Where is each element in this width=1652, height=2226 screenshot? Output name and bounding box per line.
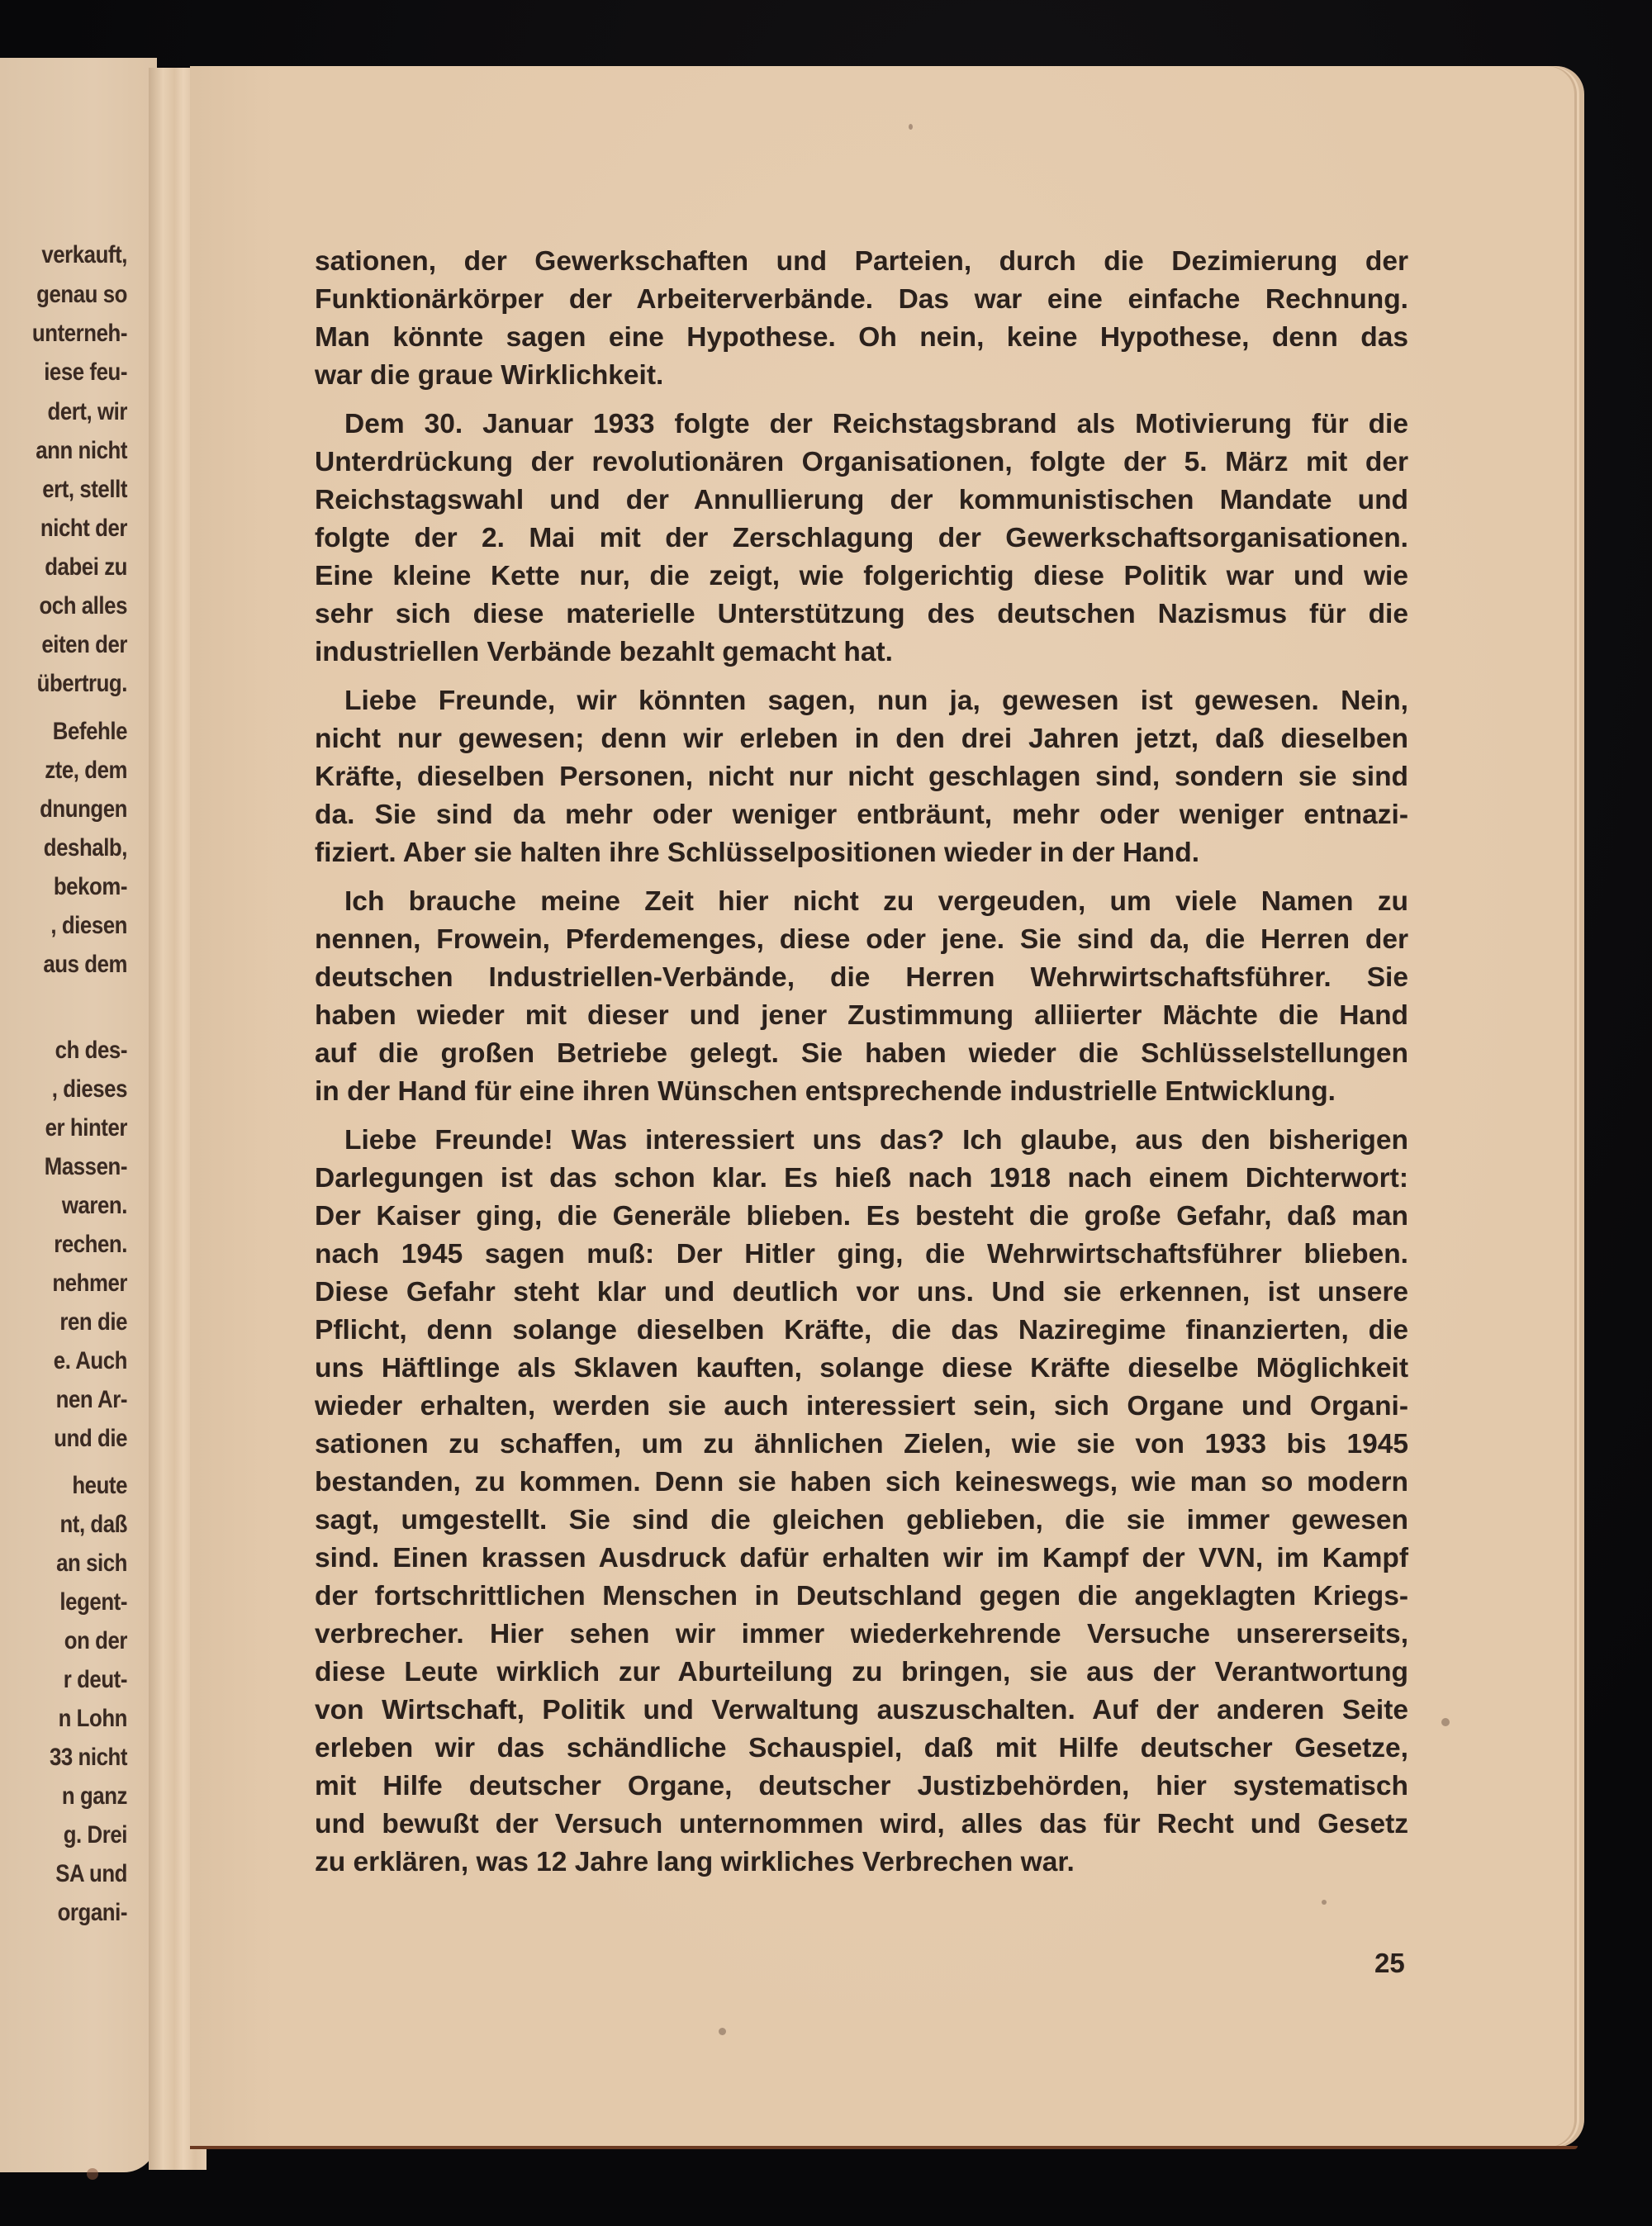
text-line: nennen, Frowein, Pferdemenges, diese oder jene. Sie sind da, die Herren der	[315, 924, 1408, 955]
left-page-line: genau so	[36, 281, 127, 308]
main-text-column	[315, 243, 1408, 1892]
text-line: Ich brauche meine Zeit hier nicht zu vergeuden, um viele Namen zu	[344, 886, 1408, 917]
text-line: sind. Einen krassen Ausdruck dafür erhalten wir im Kampf der VVN, im Kampf	[315, 1543, 1408, 1573]
text-line: diese Leute wirklich zur Aburteilung zu bringen, sie aus der Verantwortung	[315, 1657, 1408, 1687]
text-line: Unterdrückung der revolutionären Organisationen, folgte der 5. März mit der	[315, 447, 1408, 477]
text-line: war die graue Wirklichkeit.	[315, 360, 664, 391]
left-page-line: on der	[64, 1627, 127, 1654]
paper-speck	[1322, 1900, 1327, 1905]
text-line: folgte der 2. Mai mit der Zerschlagung der Gewerkschaftsorganisationen.	[315, 523, 1408, 553]
left-page-line: ann nicht	[36, 437, 127, 464]
left-page-line: och alles	[39, 592, 127, 619]
text-line: sationen, der Gewerkschaften und Parteien, durch die Dezimierung der	[315, 246, 1408, 277]
text-line: Liebe Freunde, wir könnten sagen, nun ja, gewesen ist gewesen. Nein,	[344, 686, 1408, 716]
left-page-line: zte, dem	[45, 757, 127, 784]
text-line: zu erklären, was 12 Jahre lang wirkliches Verbrechen war.	[315, 1847, 1075, 1877]
text-line: und bewußt der Versuch unternommen wird, alles das für Recht und Gesetz	[315, 1809, 1408, 1839]
text-line: in der Hand für eine ihren Wünschen entsprechende industrielle Entwicklung.	[315, 1076, 1336, 1107]
page-bottom-edge	[190, 2146, 1578, 2149]
left-page-line: nt, daß	[59, 1511, 127, 1538]
left-page-line: an sich	[56, 1550, 127, 1577]
left-page-line: nicht der	[40, 515, 127, 542]
text-line: Man könnte sagen eine Hypothese. Oh nein, keine Hypothese, denn das	[315, 322, 1408, 353]
left-page-line: ert, stellt	[42, 476, 127, 503]
paper-speck	[909, 124, 913, 130]
text-line: Liebe Freunde! Was interessiert uns das? Ich glaube, aus den bisherigen	[344, 1125, 1408, 1156]
text-line: Diese Gefahr steht klar und deutlich vor uns. Und sie erkennen, ist unsere	[315, 1277, 1408, 1308]
text-line: sehr sich diese materielle Unterstützung des deutschen Nazismus für die	[315, 599, 1408, 629]
text-line: wieder erhalten, werden sie auch interessiert sein, sich Organe und Organi-	[315, 1391, 1408, 1422]
paragraph	[315, 682, 1408, 872]
text-line: verbrecher. Hier sehen wir immer wiederkehrende Versuche unsererseits,	[315, 1619, 1408, 1649]
left-page-line: g. Drei	[63, 1821, 127, 1849]
left-page-line: e. Auch	[53, 1347, 127, 1374]
paper-speck	[87, 2168, 98, 2180]
text-line: fiziert. Aber sie halten ihre Schlüsselpositionen wieder in der Hand.	[315, 838, 1200, 868]
left-page-line: , diesen	[50, 912, 127, 939]
left-page-line: r deut-	[63, 1666, 127, 1693]
text-line: nicht nur gewesen; denn wir erleben in den drei Jahren jetzt, daß dieselben	[315, 724, 1408, 754]
text-line: mit Hilfe deutscher Organe, deutscher Justizbehörden, hier systematisch	[315, 1771, 1408, 1801]
left-page-line: bekom-	[53, 873, 127, 900]
left-page-fragment	[0, 58, 157, 2172]
left-page-line: und die	[54, 1425, 127, 1452]
left-page-line: Massen-	[44, 1153, 127, 1180]
paper-speck	[719, 2028, 726, 2035]
left-page-line: n ganz	[61, 1782, 127, 1810]
paragraph	[315, 406, 1408, 672]
text-line: deutschen Industriellen-Verbände, die Herren Wehrwirtschaftsführer. Sie	[315, 962, 1408, 993]
text-line: Reichstagswahl und der Annullierung der kommunistischen Mandate und	[315, 485, 1408, 515]
text-line: Eine kleine Kette nur, die zeigt, wie folgerichtig diese Politik war und wie	[315, 561, 1408, 591]
left-page-line: verkauft,	[41, 241, 127, 268]
text-line: auf die großen Betriebe gelegt. Sie haben wieder die Schlüsselstellungen	[315, 1038, 1408, 1069]
paragraph	[315, 883, 1408, 1111]
left-page-line: er hinter	[45, 1114, 127, 1141]
left-page-line: n Lohn	[58, 1705, 127, 1732]
text-line: Kräfte, dieselben Personen, nicht nur nicht geschlagen sind, sondern sie sind	[315, 762, 1408, 792]
text-line: Dem 30. Januar 1933 folgte der Reichstagsbrand als Motivierung für die	[344, 409, 1408, 439]
paragraph	[315, 1122, 1408, 1882]
left-page-line: unterneh-	[31, 320, 127, 347]
left-page-line: nehmer	[52, 1270, 127, 1297]
paragraph	[315, 243, 1408, 395]
text-line: uns Häftlinge als Sklaven kauften, solange diese Kräfte dieselbe Möglichkeit	[315, 1353, 1408, 1384]
left-page-line: , dieses	[51, 1075, 127, 1103]
text-line: industriellen Verbände bezahlt gemacht hat.	[315, 637, 893, 667]
left-page-line: eiten der	[41, 631, 127, 658]
left-page-line: deshalb,	[43, 834, 127, 861]
left-page-line: SA und	[55, 1860, 127, 1887]
text-line: der fortschrittlichen Menschen in Deutschland gegen die angeklagten Kriegs-	[315, 1581, 1408, 1611]
text-line: Der Kaiser ging, die Generäle blieben. Es besteht die große Gefahr, daß man	[315, 1201, 1408, 1232]
left-page-line: heute	[72, 1472, 127, 1499]
text-line: da. Sie sind da mehr oder weniger entbräunt, mehr oder weniger entnazi-	[315, 800, 1408, 830]
text-line: Funktionärkörper der Arbeiterverbände. Das war eine einfache Rechnung.	[315, 284, 1408, 315]
left-page-line: aus dem	[43, 951, 127, 978]
left-page-line: dnungen	[40, 795, 127, 823]
left-page-line: waren.	[61, 1192, 127, 1219]
paper-speck	[1441, 1718, 1450, 1726]
left-page-line: ren die	[59, 1308, 127, 1336]
left-page-line: Befehle	[52, 718, 127, 745]
left-page-line: dabei zu	[45, 553, 127, 581]
text-line: von Wirtschaft, Politik und Verwaltung auszuschalten. Auf der anderen Seite	[315, 1695, 1408, 1725]
page-number: 25	[1374, 1948, 1405, 1978]
text-line: Darlegungen ist das schon klar. Es hieß nach 1918 nach einem Dichterwort:	[315, 1163, 1408, 1194]
text-line: Pflicht, denn solange dieselben Kräfte, die das Naziregime finanzierten, die	[315, 1315, 1408, 1346]
left-page-line: organi-	[57, 1899, 127, 1926]
left-page-line: nen Ar-	[55, 1386, 127, 1413]
text-line: nach 1945 sagen muß: Der Hitler ging, die Wehrwirtschaftsführer blieben.	[315, 1239, 1408, 1270]
text-line: haben wieder mit dieser und jener Zustimmung alliierter Mächte die Hand	[315, 1000, 1408, 1031]
left-page-line: rechen.	[54, 1231, 127, 1258]
text-line: bestanden, zu kommen. Denn sie haben sich keineswegs, wie man so modern	[315, 1467, 1408, 1497]
left-page-line: dert, wir	[47, 398, 127, 425]
text-line: erleben wir das schändliche Schauspiel, daß mit Hilfe deutscher Gesetze,	[315, 1733, 1408, 1763]
text-line: sationen zu schaffen, um zu ähnlichen Zielen, wie sie von 1933 bis 1945	[315, 1429, 1408, 1459]
left-page-line: übertrug.	[36, 670, 127, 697]
left-page-line: legent-	[59, 1588, 127, 1616]
text-line: sagt, umgestellt. Sie sind die gleichen geblieben, die sie immer gewesen	[315, 1505, 1408, 1535]
left-page-line: 33 nicht	[49, 1744, 127, 1771]
left-page-line: iese feu-	[44, 358, 127, 386]
left-page-line: ch des-	[55, 1037, 127, 1064]
